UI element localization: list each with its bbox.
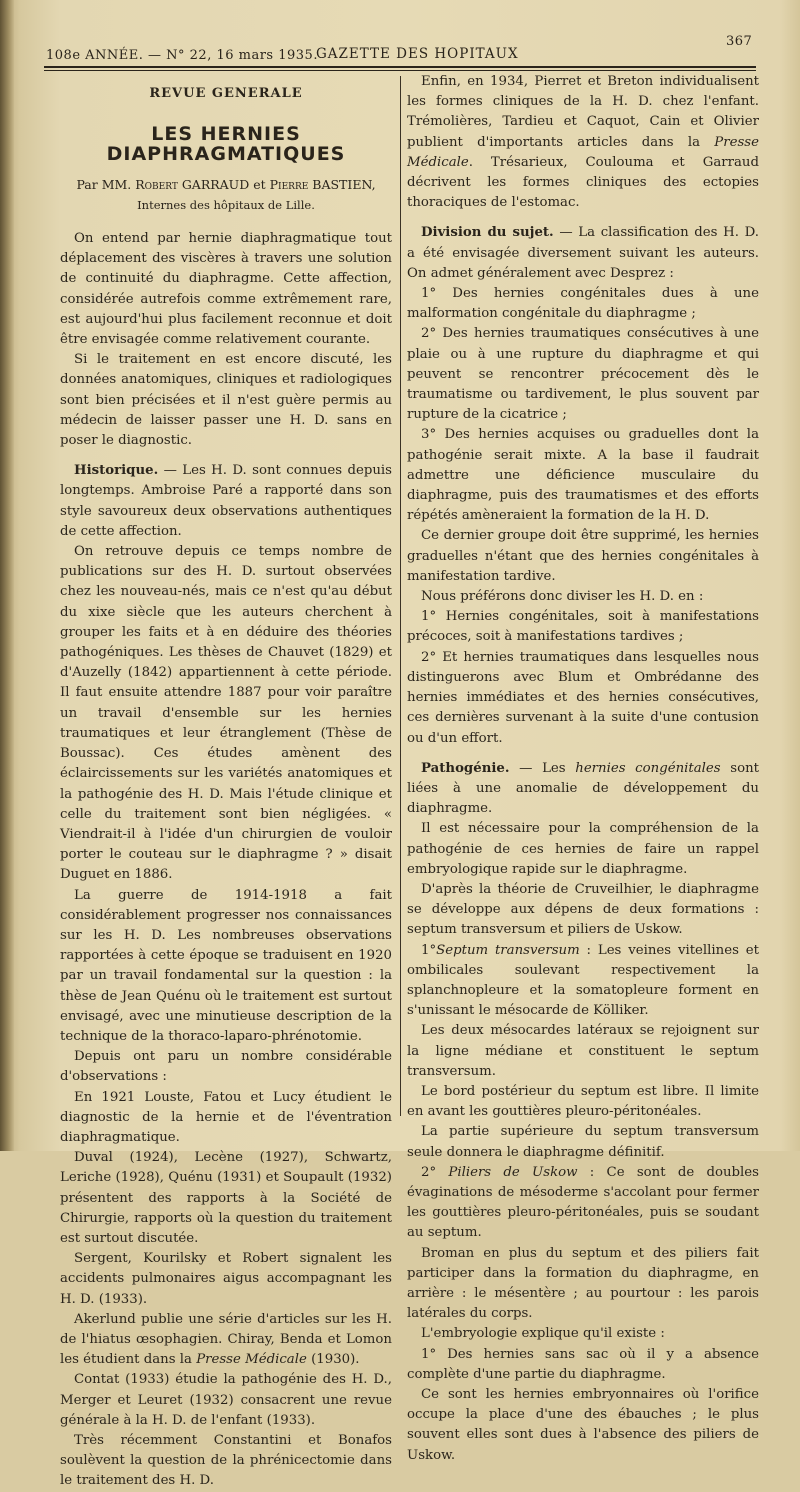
authors-line xyxy=(60,175,392,195)
division-item: 2° Et hernies traumatiques dans lesquelles nous distinguerons avec Blum et Ombrédanne des hernies immédiates et des hernies consécutives, ces dernières survenant à la suite d'une contusion ou d'un effort. xyxy=(407,649,759,746)
pathogenie-paragraph: Les deux mésocardes latéraux se rejoignent sur la ligne médiane et constituent le septum transversum. xyxy=(407,1023,759,1079)
left-column xyxy=(60,84,392,1492)
issue-info: 108e ANNÉE. — N° 22, 16 mars 1935. xyxy=(46,48,318,63)
authors-conjunction: et xyxy=(253,176,266,192)
pathogenie-heading: Pathogénie. xyxy=(421,760,510,776)
emphasis-italic: Septum transversum xyxy=(436,942,580,958)
text-run: — Les xyxy=(509,760,576,776)
pathogenie-paragraph: 1° Des hernies sans sac où il y a absence complète d'une partie du diaphragme. xyxy=(407,1346,759,1382)
right-column xyxy=(407,72,759,1466)
journal-name-italic: Presse Médicale xyxy=(407,134,759,170)
division-paragraph: Ce dernier groupe doit être supprimé, les hernies graduelles n'étant que des hernies congénitales à manifestation tardive. xyxy=(407,528,759,584)
pathogenie-paragraph xyxy=(407,941,759,1022)
author-1: Robert GARRAUD xyxy=(135,176,250,192)
history-paragraph: Depuis ont paru un nombre considérable d'observations : xyxy=(60,1049,392,1085)
pathogenie-paragraph: Le bord postérieur du septum est libre. Il limite en avant les gouttières pleuro-péritonéales. xyxy=(407,1083,759,1120)
text-run: : Ce sont de doubles évaginations de mésoderme s'accolant pour fermer les gouttières pleuro-péritonéales, puis se soudant au septum. xyxy=(407,1164,760,1241)
column-divider xyxy=(400,76,401,1116)
intro-paragraph-2: Si le traitement en est encore discuté, les données anatomiques, cliniques et radiologiques sont bien précisées et il n'est guère permis au médecin de laisser passer une H. D. sans en poser le diagnostic. xyxy=(60,352,392,449)
pathogenie-paragraph: Il est nécessaire pour la compréhension de la pathogénie de ces hernies de faire un rappel embryologique rapide sur le diaphragme. xyxy=(407,821,759,877)
division-item: 2° Des hernies traumatiques consécutives à une plaie ou à une rupture du diaphragme et qui peuvent se rencontrer précocement dès le traumatisme ou tardivement, le plus souvent par rupture de la cicatrice ; xyxy=(407,326,759,423)
history-paragraph: Très récemment Constantini et Bonafos soulèvent la question de la phrénicectomie dans le traitement des H. D. xyxy=(60,1433,392,1489)
section-label: REVUE GENERALE xyxy=(149,86,303,101)
emphasis-italic: hernies congénitales xyxy=(575,760,721,776)
journal-name-italic: Presse Médicale xyxy=(196,1352,307,1368)
division-text: — La classification des H. D. a été envisagée diversement suivant les auteurs. On admet généralement avec Desprez : xyxy=(407,225,760,281)
header-rule-thin xyxy=(44,70,756,71)
division-item: 1° Des hernies congénitales dues à une malformation congénitale du diaphragme ; xyxy=(407,286,759,322)
text-run: Akerlund publie une série d'articles sur les H. de l'hiatus œsophagien. Chiray, Benda et Lomon les étudient dans la xyxy=(60,1311,392,1368)
text-run: . Trésarieux, Coulouma et Garraud décrivent les formes cliniques des ectopies thoraciques de l'estomac. xyxy=(407,154,759,211)
pathogenie-paragraph xyxy=(407,759,759,820)
history-paragraph xyxy=(60,1310,392,1371)
authors-prefix: Par MM. xyxy=(76,176,132,192)
division-item: 1° Hernies congénitales, soit à manifestations précoces, soit à manifestations tardives ; xyxy=(407,609,759,645)
text-run: Enfin, en 1934, Pierret et Breton individualisent les formes cliniques de la H. D. chez l'enfant. Trémolières, Tardieu et Caquot, Cain et Olivier publient d'importants articles dans la xyxy=(407,74,759,150)
division-heading: Division du sujet. xyxy=(421,225,554,241)
text-run: 2° xyxy=(421,1164,437,1180)
text-run: 1° xyxy=(421,942,437,958)
authors-affiliation: Internes des hôpitaux de Lille. xyxy=(137,197,315,212)
text-run: sont liées à une anomalie de développement du diaphragme. xyxy=(407,760,759,817)
history-paragraph: Contat (1933) étudie la pathogénie des H. D., Merger et Leuret (1932) consacrent une revue générale à la H. D. de l'enfant (1933). xyxy=(60,1372,392,1428)
historique-paragraph xyxy=(60,461,392,542)
text-run: (1930). xyxy=(306,1352,360,1368)
page-number: 367 xyxy=(726,34,753,49)
pathogenie-paragraph: Broman en plus du septum et des piliers fait participer dans la formation du diaphragme, en arrière : le mésentère ; au pourtour : les parois latérales du corps. xyxy=(407,1245,759,1322)
history-paragraph xyxy=(407,72,759,213)
text-run: : Les veines vitellines et ombilicales soulevant respectivement la splanchnopleure et la somatopleure forment en s'unissant le mésocarde de Kölliker. xyxy=(407,942,759,1019)
pathogenie-paragraph: La partie supérieure du septum transversum seule donnera le diaphragme définitif. xyxy=(407,1124,759,1160)
pathogenie-paragraph xyxy=(407,1163,759,1244)
journal-title: GAZETTE DES HOPITAUX xyxy=(316,46,519,62)
division-paragraph xyxy=(407,223,759,284)
pathogenie-paragraph: L'embryologie explique qu'il existe : xyxy=(421,1326,665,1342)
author-2: Pierre BASTIEN, xyxy=(269,176,376,192)
history-paragraph: On retrouve depuis ce temps nombre de publications sur des H. D. surtout observées chez les nouveau-nés, mais ce n'est qu'au début du xixe siècle que les auteurs cherchent à grouper les faits et à en déduire des théories pathogéniques. Les thèses de Chauvet (1829) et d'Auzelly (1842) appartiennent à cette période. Il faut ensuite attendre 1887 pour voir paraître un travail d'ensemble sur les hernies traumatiques et leur étranglement (Thèse de Boussac). Ces études amènent des éclaircissements sur les variétés anatomiques et la pathogénie des H. D. Mais l'étude clinique et celle du traitement sont bien négligées. « Viendrait-il à l'idée d'un chirurgien de vouloir porter le couteau sur le diaphragme ? » disait Duguet en 1886. xyxy=(60,544,392,883)
division-item: 3° Des hernies acquises ou graduelles dont la pathogénie serait mixte. A la base il faudrait admettre une déficience musculaire du diaphragme, puis des traumatismes et des efforts répétés amèneraient la formation de la H. D. xyxy=(407,427,759,524)
historique-heading: Historique. xyxy=(74,463,159,479)
history-paragraph: En 1921 Louste, Fatou et Lucy étudient le diagnostic de la hernie et de l'éventration diaphragmatique. xyxy=(60,1089,392,1145)
history-paragraph: La guerre de 1914-1918 a fait considérablement progresser nos connaissances sur les H. D. Les nombreuses observations rapportées à cette époque se traduisent en 1920 par un travail fondamental sur la question : la thèse de Jean Quénu où le traitement est surtout envisagé, avec une minutieuse description de la technique de la thoraco-laparo-phrénotomie. xyxy=(60,887,392,1044)
pathogenie-paragraph: Ce sont les hernies embryonnaires où l'orifice occupe la place d'une des ébauches ; le plus souvent elles sont dues à l'absence des piliers de Uskow. xyxy=(407,1387,759,1463)
historique-text: — Les H. D. sont connues depuis longtemps. Ambroise Paré a rapporté dans son style savoureux deux observations authentiques de cette affection. xyxy=(60,463,392,539)
division-paragraph: Nous préférons donc diviser les H. D. en : xyxy=(421,589,704,605)
intro-paragraph: On entend par hernie diaphragmatique tout déplacement des viscères à travers une solution de continuité du diaphragme. Cette affection, considérée autrefois comme extrêmement rare, est aujourd'hui plus facilement reconnue et doit être envisagée comme relativement courante. xyxy=(60,231,392,348)
history-paragraph: Duval (1924), Lecène (1927), Schwartz, Leriche (1928), Quénu (1931) et Soupault (1932) présentent des rapports à la Société de Chirurgie, rapports où la question du traitement est surtout discutée. xyxy=(60,1150,392,1246)
emphasis-italic: Piliers de Uskow xyxy=(448,1164,578,1180)
article-title: LES HERNIES DIAPHRAGMATIQUES xyxy=(106,123,346,166)
header-rule-thick xyxy=(44,66,756,68)
history-paragraph: Sergent, Kourilsky et Robert signalent les accidents pulmonaires aigus accompagnant les H. D. (1933). xyxy=(60,1251,392,1307)
binding-edge xyxy=(0,0,14,1151)
pathogenie-paragraph: D'après la théorie de Cruveilhier, le diaphragme se développe aux dépens de deux formations : septum transversum et piliers de Uskow. xyxy=(407,881,759,938)
